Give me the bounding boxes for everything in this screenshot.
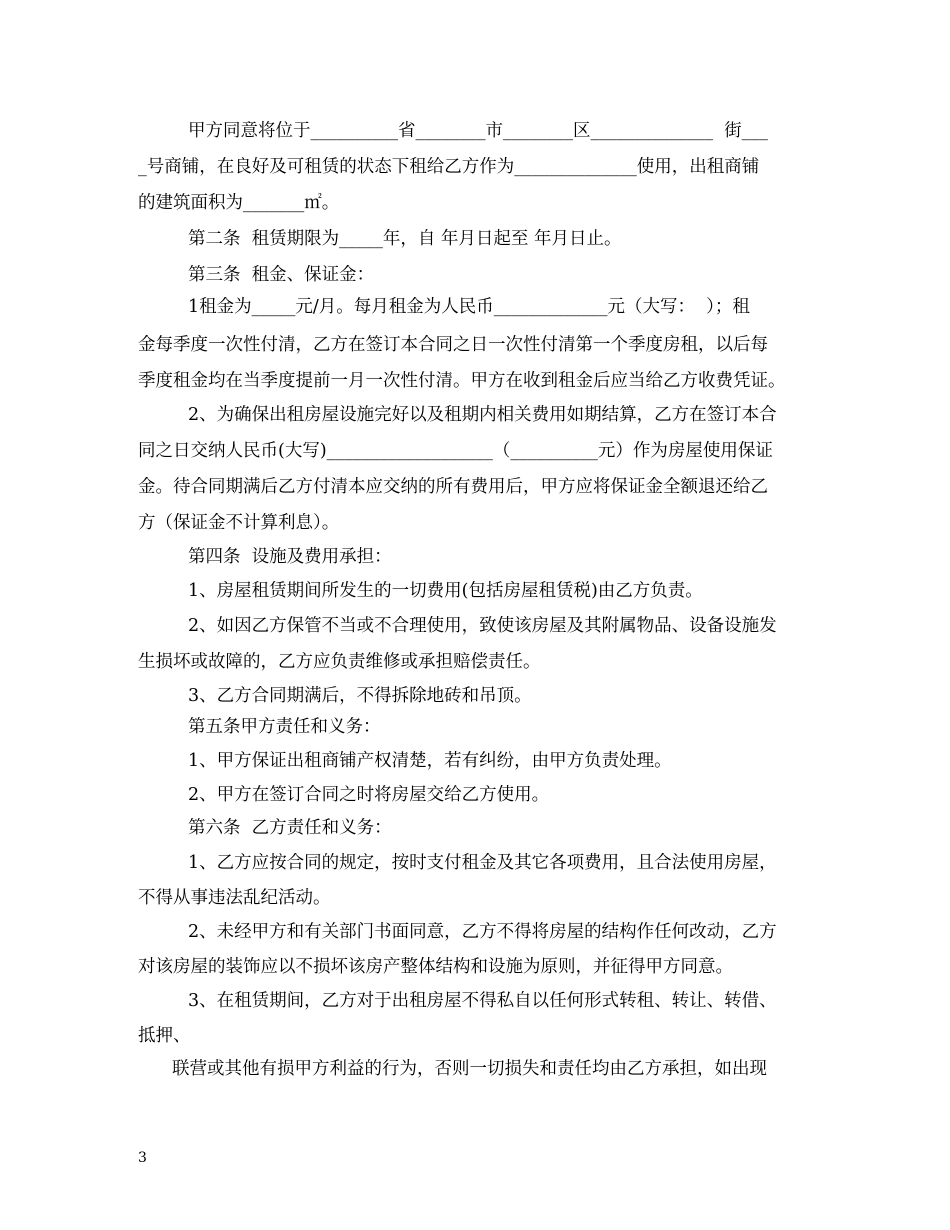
text-line: 3、乙方合同期满后，不得拆除地砖和吊顶。 bbox=[188, 686, 532, 706]
text-line: 1、甲方保证出租商铺产权清楚，若有纠纷，由甲方负责处理。 bbox=[188, 751, 672, 771]
text-line: 不得从事违法乱纪活动。 bbox=[138, 888, 331, 908]
article-heading: 第二条 租赁期限为_____年，自 年月日起至 年月日止。 bbox=[188, 229, 622, 249]
text-line: 方（保证金不计算利息）。 bbox=[138, 513, 340, 533]
text-line: 1、房屋租赁期间所发生的一切费用(包括房屋租赁税)由乙方负责。 bbox=[188, 581, 703, 601]
text-line: 季度租金均在当季度提前一月一次性付清。甲方在收到租金后应当给乙方收费凭证。 bbox=[138, 371, 786, 391]
text-line: 1租金为_____元/月。每月租金为人民币_____________元（大写： ）；租 bbox=[188, 297, 750, 317]
page-number: 3 bbox=[138, 1150, 147, 1166]
text-line: 1、乙方应按合同的规定，按时支付租金及其它各项费用，且合法使用房屋， bbox=[188, 853, 777, 873]
text-line: 3、在租赁期间，乙方对于出租房屋不得私自以任何形式转租、转让、转借、 bbox=[188, 991, 777, 1011]
text-line: 2、为确保出租房屋设施完好以及租期内相关费用如期结算，乙方在签订本合 bbox=[188, 405, 777, 425]
article-heading: 第三条 租金、保证金： bbox=[188, 265, 375, 285]
text-line: 的建筑面积为_______㎡。 bbox=[138, 193, 340, 213]
text-line: 联营或其他有损甲方利益的行为，否则一切损失和责任均由乙方承担，如出现 bbox=[172, 1059, 767, 1079]
text-line: 2、如因乙方保管不当或不合理使用，致使该房屋及其附属物品、设备设施发 bbox=[188, 616, 777, 636]
text-line: 2、甲方在签订合同之时将房屋交给乙方使用。 bbox=[188, 785, 550, 805]
text-line: _号商铺，在良好及可租赁的状态下租给乙方作为______________使用，出租商铺 bbox=[138, 157, 760, 177]
text-line: 抵押、 bbox=[138, 1026, 191, 1046]
text-line: 甲方同意将位于__________省________市________区______________ 街___ bbox=[188, 121, 768, 141]
article-heading: 第四条 设施及费用承担： bbox=[188, 547, 392, 567]
text-line: 2、未经甲方和有关部门书面同意，乙方不得将房屋的结构作任何改动，乙方 bbox=[188, 922, 777, 942]
text-line: 金。待合同期满后乙方付清本应交纳的所有费用后，甲方应将保证金全额退还给乙 bbox=[138, 477, 768, 497]
article-heading: 第五条甲方责任和义务： bbox=[188, 717, 381, 737]
text-line: 生损坏或故障的，乙方应负责维修或承担赔偿责任。 bbox=[138, 652, 541, 672]
article-heading: 第六条 乙方责任和义务： bbox=[188, 818, 392, 838]
text-line: 同之日交纳人民币(大写)___________________（__________元）作为房屋使用保证 bbox=[138, 441, 773, 461]
text-line: 金每季度一次性付清，乙方在签订本合同之日一次性付清第一个季度房租，以后每 bbox=[138, 335, 768, 355]
text-line: 对该房屋的装饰应以不损坏该房产整体结构和设施为原则，并征得甲方同意。 bbox=[138, 957, 733, 977]
